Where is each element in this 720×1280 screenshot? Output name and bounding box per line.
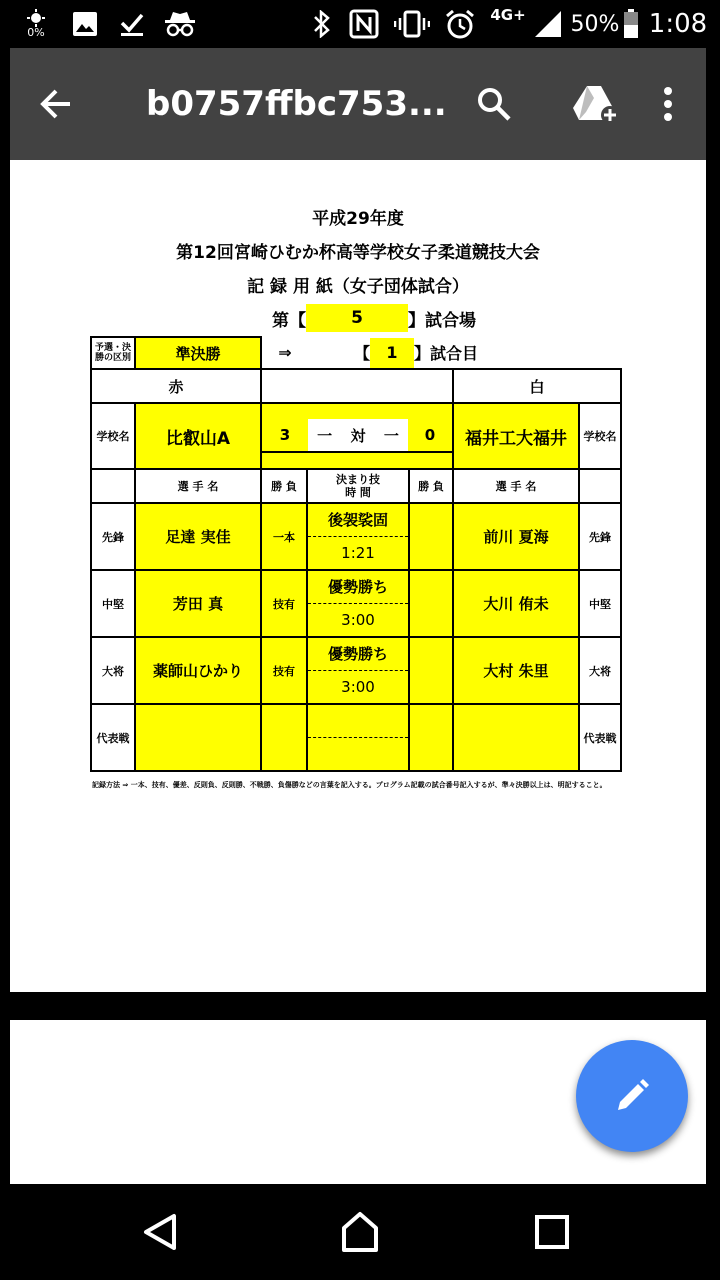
nav-home-button[interactable] — [328, 1200, 392, 1264]
white-school-label: 学校名 — [579, 403, 621, 469]
add-to-drive-button[interactable] — [566, 74, 626, 134]
nfc-icon — [346, 0, 382, 48]
score-cell: 3 一 対 一 0 — [261, 403, 453, 469]
add-to-drive-icon — [573, 84, 619, 124]
technique-time: 後袈裟固 1:21 — [307, 503, 409, 570]
back-button[interactable] — [26, 74, 86, 134]
red-label: 赤 — [91, 369, 261, 403]
battery-percent: 50% — [570, 11, 620, 37]
battery-icon — [620, 0, 642, 48]
position-label: 大将 — [91, 637, 135, 704]
white-result — [409, 637, 453, 704]
position-label: 中堅 — [91, 570, 135, 637]
app-toolbar — [10, 48, 706, 160]
download-done-icon — [116, 0, 148, 48]
more-options-button[interactable] — [646, 74, 690, 134]
red-player: 芳田 真 — [135, 570, 261, 637]
cpu-monitor-icon — [18, 0, 54, 48]
table-row — [91, 503, 621, 570]
white-school: 福井工大福井 — [453, 403, 579, 469]
red-score: 3 — [279, 426, 291, 444]
red-player — [135, 704, 261, 771]
white-player-header: 選 手 名 — [453, 469, 579, 503]
clock: 1:08 — [648, 9, 708, 39]
white-result-header: 勝 負 — [409, 469, 453, 503]
white-player: 大川 侑未 — [453, 570, 579, 637]
position-label: 先鋒 — [91, 503, 135, 570]
search-button[interactable] — [464, 74, 524, 134]
document-page-1 — [10, 160, 706, 992]
technique-time: 優勢勝ち 3:00 — [307, 570, 409, 637]
red-player: 足達 実佳 — [135, 503, 261, 570]
red-result: 一本 — [261, 503, 307, 570]
white-result — [409, 570, 453, 637]
red-result: 技有 — [261, 570, 307, 637]
image-icon — [70, 0, 100, 48]
nav-home-icon — [338, 1210, 382, 1254]
position-label: 中堅 — [579, 570, 621, 637]
match-number: 1 — [370, 338, 414, 368]
venue-number: 5 — [306, 304, 408, 332]
back-arrow-icon — [38, 86, 74, 122]
more-vert-icon — [663, 86, 673, 122]
technique-time: 優勢勝ち 3:00 — [307, 637, 409, 704]
red-school-label: 学校名 — [91, 403, 135, 469]
bluetooth-icon — [308, 0, 336, 48]
system-nav-bar — [0, 1184, 720, 1280]
doc-year: 平成29年度 — [312, 209, 404, 229]
cpu-percent: 0% — [27, 26, 45, 39]
nav-back-icon — [140, 1212, 180, 1252]
match-number-line: ⇒ 【 1 】試合目 — [262, 338, 621, 368]
nav-recents-icon — [534, 1214, 570, 1250]
white-player: 前川 夏海 — [453, 503, 579, 570]
file-title: b0757ffbc753... — [146, 84, 447, 124]
nav-back-button[interactable] — [128, 1200, 192, 1264]
position-label: 大将 — [579, 637, 621, 704]
position-label: 先鋒 — [579, 503, 621, 570]
white-result — [409, 503, 453, 570]
network-type: 4G+ — [490, 6, 526, 24]
venue-line: 第【 5 】試合場 — [272, 304, 476, 332]
status-bar — [0, 0, 720, 48]
table-row — [91, 637, 621, 704]
position-label: 代表戦 — [91, 704, 135, 771]
recording-note: 記録方法 ⇒ 一本、技有、優差、反則負、反則勝、不戦勝、負傷勝などの言葉を記入する。プログラム記載の試合番号記入するが、準々決勝以上は、明記すること。 — [92, 781, 607, 789]
signal-icon — [530, 0, 566, 48]
white-player — [453, 704, 579, 771]
round-label: 予選・決勝の区別 — [91, 337, 135, 369]
doc-tournament-title: 第12回宮崎ひむか杯高等学校女子柔道競技大会 — [176, 243, 540, 263]
red-school: 比叡山A — [135, 403, 261, 469]
record-table — [90, 336, 622, 772]
nav-recents-button[interactable] — [520, 1200, 584, 1264]
doc-form-title: 記 録 用 紙（女子団体試合） — [247, 277, 469, 297]
technique-time — [307, 704, 409, 771]
red-result — [261, 704, 307, 771]
alarm-icon — [442, 0, 478, 48]
edit-fab-button[interactable] — [576, 1040, 688, 1152]
technique-header: 決まり技 時 間 — [307, 469, 409, 503]
pencil-icon — [612, 1076, 652, 1116]
white-label: 白 — [453, 369, 621, 403]
white-result — [409, 704, 453, 771]
table-row — [91, 704, 621, 771]
vibrate-icon — [392, 0, 432, 48]
search-icon — [475, 85, 513, 123]
white-player: 大村 朱里 — [453, 637, 579, 704]
red-result-header: 勝 負 — [261, 469, 307, 503]
incognito-icon — [162, 0, 198, 48]
red-result: 技有 — [261, 637, 307, 704]
position-label: 代表戦 — [579, 704, 621, 771]
red-player-header: 選 手 名 — [135, 469, 261, 503]
round-value: 準決勝 — [135, 337, 261, 369]
table-row — [91, 570, 621, 637]
white-score: 0 — [424, 426, 436, 444]
red-player: 薬師山ひかり — [135, 637, 261, 704]
